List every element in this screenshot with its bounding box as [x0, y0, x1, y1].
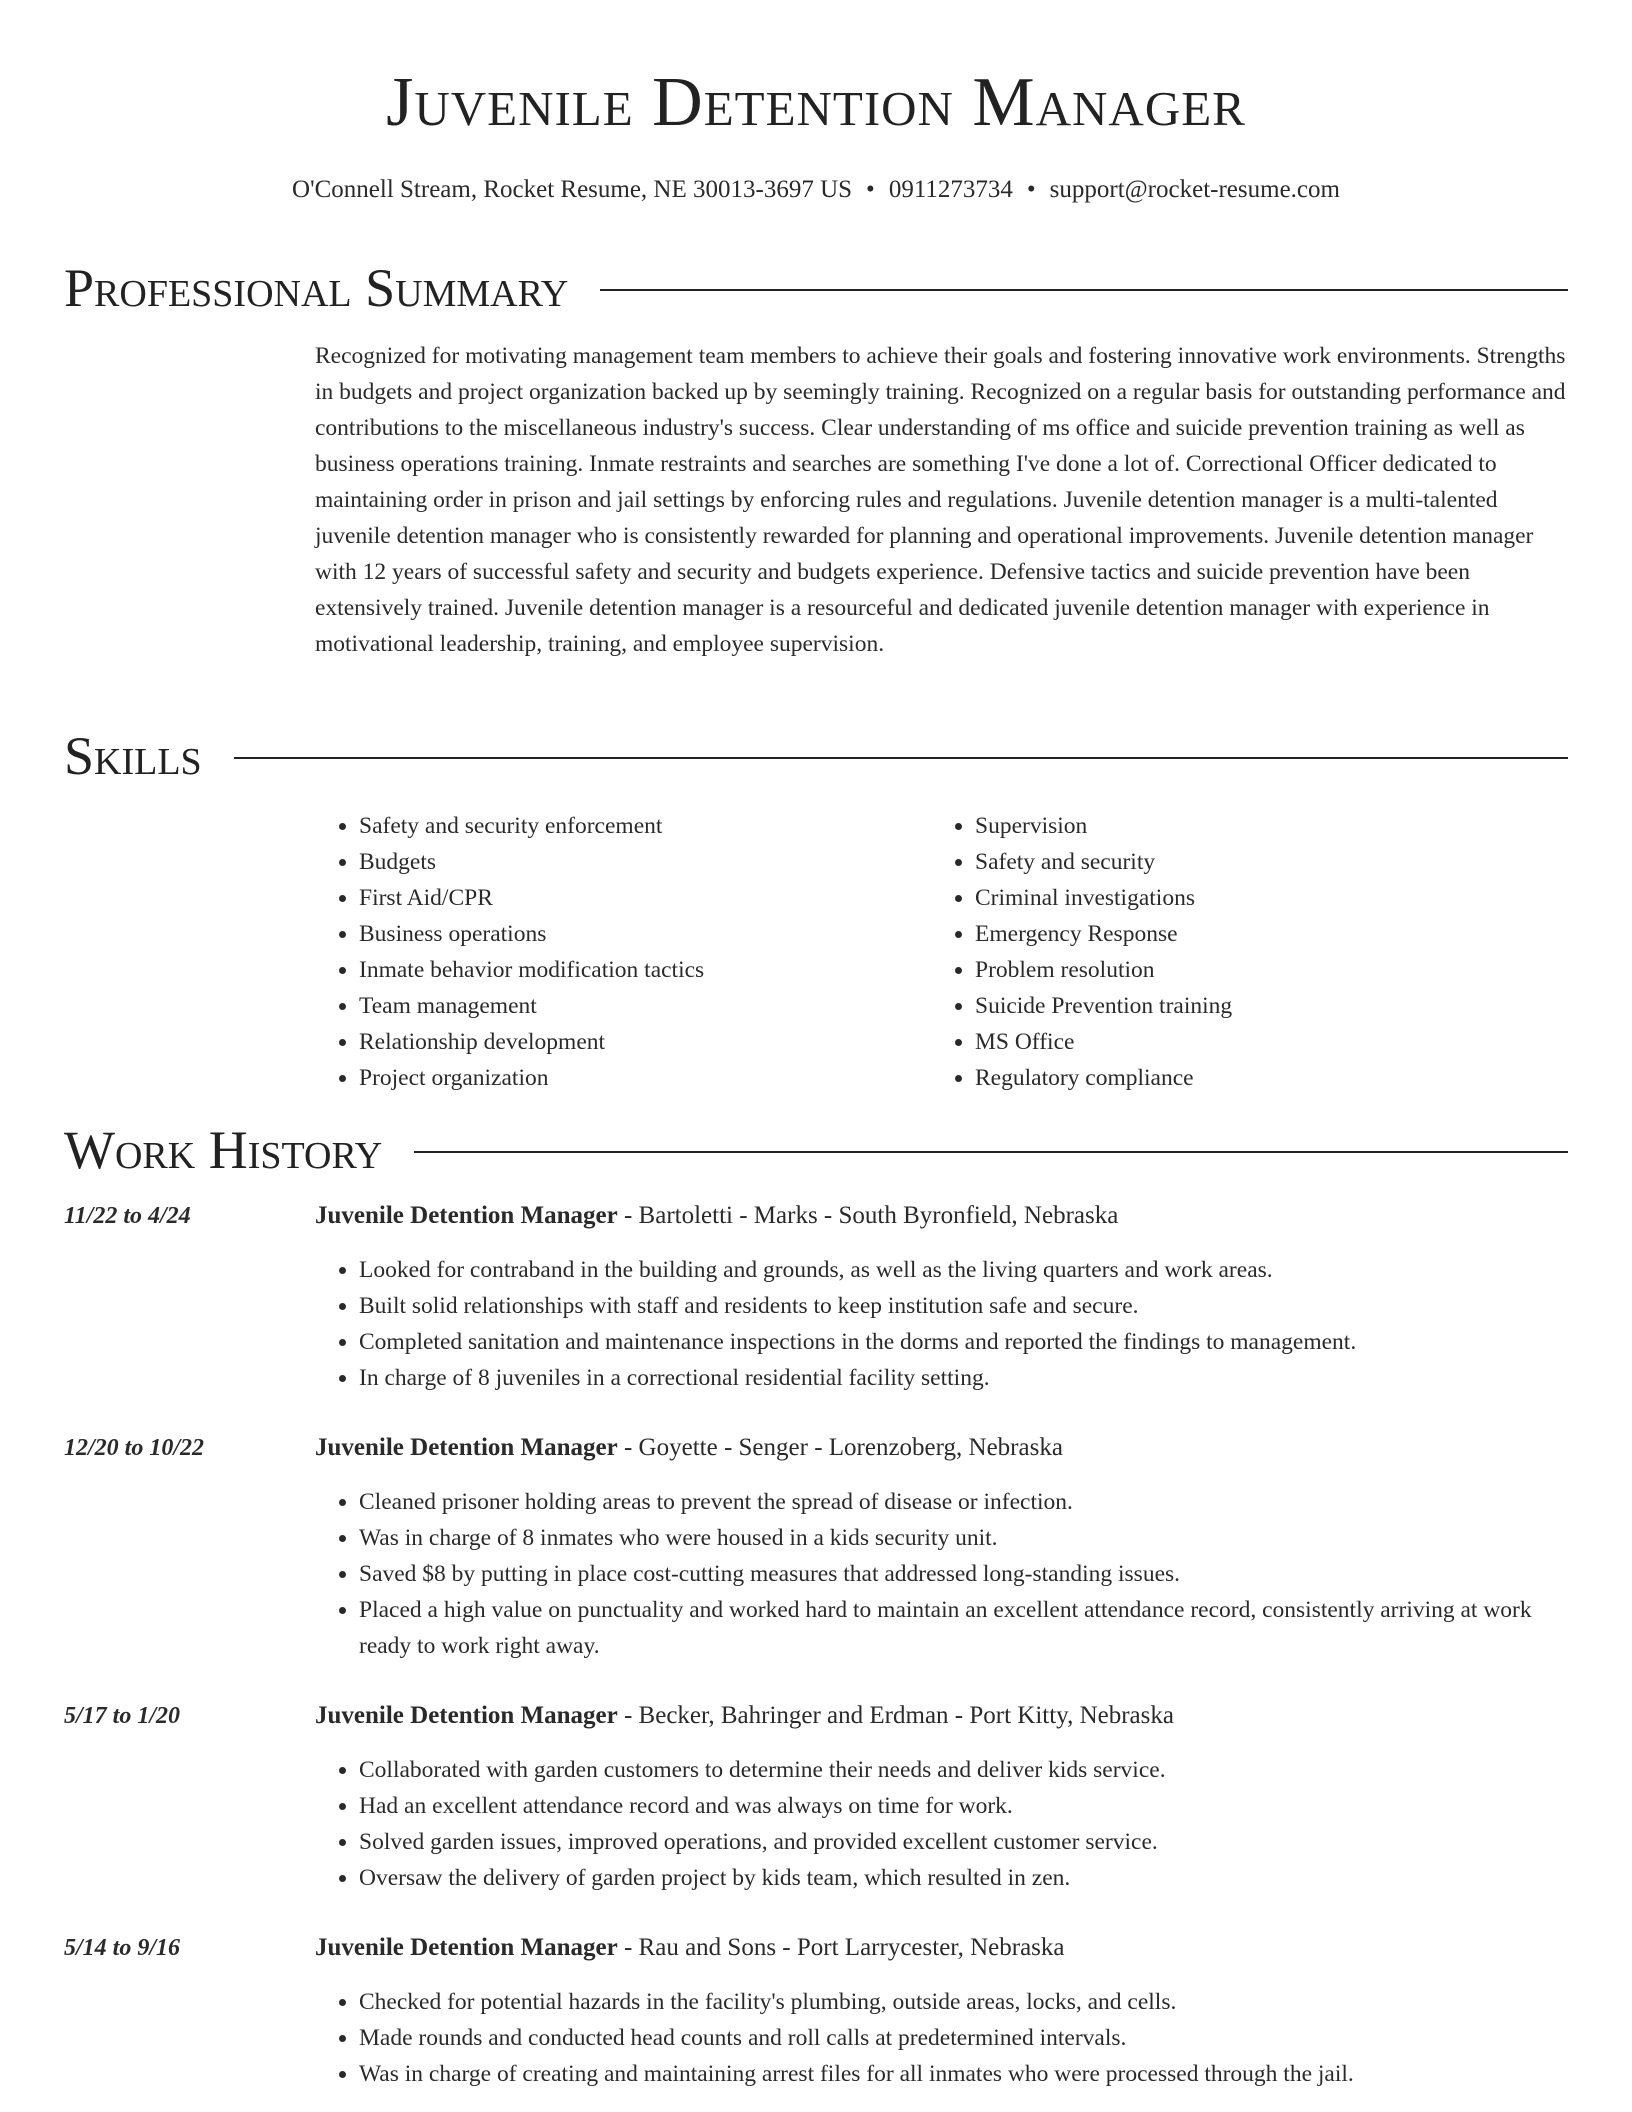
job-dates: 12/20 to 10/22	[64, 1435, 205, 1461]
section-title: Work History	[64, 1120, 383, 1180]
section-title: Skills	[64, 726, 202, 786]
skills-column-left	[315, 808, 931, 1096]
skill-item: • Regulatory compliance	[975, 1060, 1547, 1096]
separator-dot: •	[866, 176, 875, 203]
professional-summary: Recognized for motivating management team members to achieve their goals and fostering innovative work environments. Strengths in budgets and project organization backed up by seemingly training. Recognized on a regular basis for outstanding performance and contributions to the miscellaneous industry's success. Clear understanding of ms office and suicide prevention training as well as business operations training. Inmate restraints and searches are something I've done a lot of. Correctional Officer dedicated to maintaining order in prison and jail settings by enforcing rules and regulations. Juvenile detention manager is a multi-talented juvenile detention manager who is consistently rewarded for planning and operational improvements. Juvenile detention manager with 12 years of successful safety and security and budgets experience. Defensive tactics and suicide prevention have been extensively trained. Juvenile detention manager is a resourceful and dedicated juvenile detention manager with experience in motivational leadership, training, and employee supervision.	[315, 343, 1566, 657]
job-bullet: • Had an excellent attendance record and was always on time for work.	[359, 1788, 1570, 1824]
job-title: Juvenile Detention Manager	[315, 1702, 618, 1729]
job-bullet: • Completed sanitation and maintenance inspections in the dorms and reported the findings to management.	[359, 1324, 1570, 1360]
job-bullets	[315, 1252, 1570, 1396]
job-title-line	[315, 1698, 1570, 1734]
job-bullet: • In charge of 8 juveniles in a correctional residential facility setting.	[359, 1360, 1570, 1396]
section-header-summary	[64, 256, 1568, 320]
skill-item: • Criminal investigations	[975, 880, 1547, 916]
candidate-name: Juvenile Detention Manager	[386, 64, 1246, 141]
job-title-line	[315, 1430, 1570, 1466]
skill-item: • First Aid/CPR	[359, 880, 931, 916]
job-employer: - Rau and Sons - Port Larrycester, Nebraska	[617, 1934, 1065, 1961]
job-bullets	[315, 1484, 1570, 1664]
job-bullet: • Was in charge of 8 inmates who were housed in a kids security unit.	[359, 1520, 1570, 1556]
skill-item: • Suicide Prevention training	[975, 988, 1547, 1024]
skill-item: • Safety and security	[975, 844, 1547, 880]
section-divider	[234, 757, 1568, 759]
section-title: Professional Summary	[64, 258, 569, 318]
job-employer: - Bartoletti - Marks - South Byronfield, Nebraska	[617, 1202, 1119, 1229]
separator-dot: •	[1026, 176, 1036, 203]
job-bullet: • Placed a high value on punctuality and worked hard to maintain an excellent attendance record, consistently arriving at work ready to work right away.	[359, 1592, 1570, 1664]
job-bullet: • Looked for contraband in the building and grounds, as well as the living quarters and work areas.	[359, 1252, 1570, 1288]
section-divider	[414, 1151, 1568, 1153]
job-bullet: • Made rounds and conducted head counts and roll calls at predetermined intervals.	[359, 2020, 1570, 2056]
skill-item: • Supervision	[975, 808, 1547, 844]
job-dates: 5/17 to 1/20	[64, 1703, 181, 1729]
job-bullet: • Checked for potential hazards in the facility's plumbing, outside areas, locks, and cells.	[359, 1984, 1570, 2020]
job-employer: - Becker, Bahringer and Erdman - Port Kitty, Nebraska	[617, 1702, 1174, 1729]
skill-item: • Budgets	[359, 844, 931, 880]
skill-item: • Safety and security enforcement	[359, 808, 931, 844]
skill-item: • Emergency Response	[975, 916, 1547, 952]
skill-item: • Project organization	[359, 1060, 931, 1096]
job-title: Juvenile Detention Manager	[315, 1934, 618, 1961]
job-bullet: • Saved $8 by putting in place cost-cutting measures that addressed long-standing issues.	[359, 1556, 1570, 1592]
phone: 0911273734	[888, 176, 1013, 203]
skills-column-right	[931, 808, 1547, 1096]
job-entry	[64, 1430, 1570, 1664]
job-title: Juvenile Detention Manager	[315, 1202, 618, 1229]
skill-item: • Problem resolution	[975, 952, 1547, 988]
address: O'Connell Stream, Rocket Resume, NE 30013-3697 US	[292, 176, 853, 203]
job-bullet: • Oversaw the delivery of garden project by kids team, which resulted in zen.	[359, 1860, 1570, 1896]
section-header-work-history	[64, 1118, 1568, 1182]
skills-list	[315, 808, 1570, 1096]
job-entry	[64, 1698, 1570, 1896]
email-link[interactable]: support@rocket-resume.com	[1049, 176, 1340, 203]
section-header-skills	[64, 724, 1568, 788]
skill-item: • Business operations	[359, 916, 931, 952]
skill-item: • Inmate behavior modification tactics	[359, 952, 931, 988]
job-entry	[64, 1198, 1570, 1396]
job-title-line	[315, 1198, 1570, 1234]
job-entry	[64, 1930, 1570, 2092]
job-bullet: • Solved garden issues, improved operations, and provided excellent customer service.	[359, 1824, 1570, 1860]
job-employer: - Goyette - Senger - Lorenzoberg, Nebraska	[617, 1434, 1063, 1461]
job-bullets	[315, 1984, 1570, 2092]
skill-item: • MS Office	[975, 1024, 1547, 1060]
job-bullet: • Built solid relationships with staff and residents to keep institution safe and secure.	[359, 1288, 1570, 1324]
job-bullet: • Was in charge of creating and maintaining arrest files for all inmates who were processed through the jail.	[359, 2056, 1570, 2092]
job-dates: 5/14 to 9/16	[64, 1935, 181, 1961]
job-bullets	[315, 1752, 1570, 1896]
contact-line	[0, 172, 1632, 208]
skill-item: • Relationship development	[359, 1024, 931, 1060]
skill-item: • Team management	[359, 988, 931, 1024]
job-title-line	[315, 1930, 1570, 1966]
job-title: Juvenile Detention Manager	[315, 1434, 618, 1461]
job-dates: 11/22 to 4/24	[64, 1203, 191, 1229]
section-divider	[600, 289, 1568, 291]
job-bullet: • Cleaned prisoner holding areas to prevent the spread of disease or infection.	[359, 1484, 1570, 1520]
job-bullet: • Collaborated with garden customers to determine their needs and deliver kids service.	[359, 1752, 1570, 1788]
